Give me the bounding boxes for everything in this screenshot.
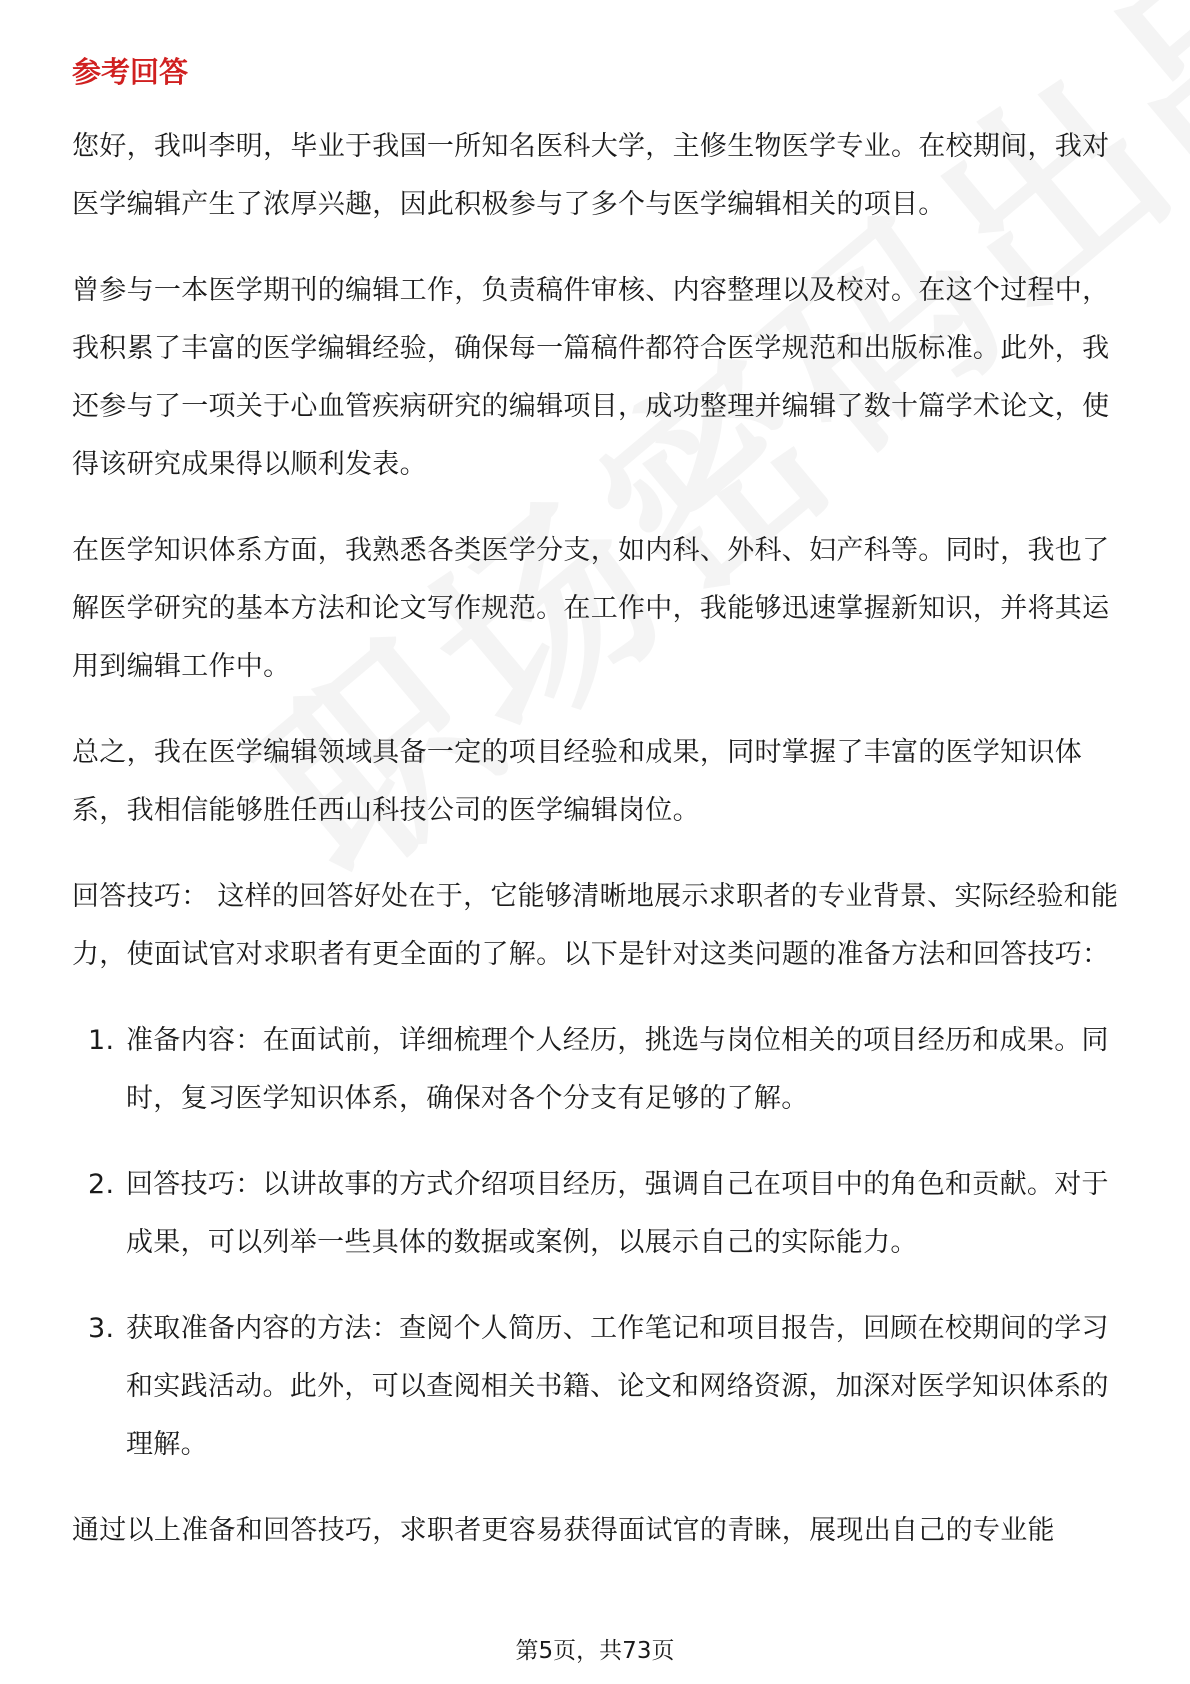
- list-item: [72, 1156, 1126, 1272]
- list-text: 获取准备内容的方法：查阅个人简历、工作笔记和项目报告，回顾在校期间的学习和实践活动。此外，可以查阅相关书籍、论文和网络资源，加深对医学知识体系的理解。: [126, 1313, 1109, 1460]
- tips-list: [72, 1012, 1126, 1474]
- paragraph-knowledge: 在医学知识体系方面，我熟悉各类医学分支，如内科、外科、妇产科等。同时，我也了解医学研究的基本方法和论文写作规范。在工作中，我能够迅速掌握新知识，并将其运用到编辑工作中。: [72, 535, 1110, 682]
- list-number: 2.: [88, 1169, 115, 1200]
- list-item: [72, 1300, 1126, 1474]
- page-number: 第5页，共73页: [515, 1638, 675, 1664]
- document-body: [72, 118, 1126, 1588]
- list-number: 3.: [88, 1313, 115, 1344]
- list-text: 回答技巧：以讲故事的方式介绍项目经历，强调自己在项目中的角色和贡献。对于成果，可以列举一些具体的数据或案例，以展示自己的实际能力。: [126, 1169, 1109, 1258]
- list-number: 1.: [88, 1025, 115, 1056]
- paragraph-experience: 曾参与一本医学期刊的编辑工作，负责稿件审核、内容整理以及校对。在这个过程中，我积累了丰富的医学编辑经验，确保每一篇稿件都符合医学规范和出版标准。此外，我还参与了一项关于心血管疾病研究的编辑项目，成功整理并编辑了数十篇学术论文，使得该研究成果得以顺利发表。: [72, 275, 1110, 480]
- paragraph-intro: 您好，我叫李明，毕业于我国一所知名医科大学，主修生物医学专业。在校期间，我对医学编辑产生了浓厚兴趣，因此积极参与了多个与医学编辑相关的项目。: [72, 131, 1110, 220]
- list-text: 准备内容：在面试前，详细梳理个人经历，挑选与岗位相关的项目经历和成果。同时，复习医学知识体系，确保对各个分支有足够的了解。: [126, 1025, 1109, 1114]
- list-item: [72, 1012, 1126, 1128]
- paragraph-closing: 通过以上准备和回答技巧，求职者更容易获得面试官的青睐，展现出自己的专业能: [72, 1515, 1055, 1546]
- section-heading: 参考回答: [72, 55, 189, 89]
- paragraph-tips-intro: 回答技巧： 这样的回答好处在于，它能够清晰地展示求职者的专业背景、实际经验和能力，使面试官对求职者有更全面的了解。以下是针对这类问题的准备方法和回答技巧：: [72, 881, 1119, 970]
- paragraph-summary: 总之，我在医学编辑领域具备一定的项目经验和成果，同时掌握了丰富的医学知识体系，我相信能够胜任西山科技公司的医学编辑岗位。: [72, 737, 1083, 826]
